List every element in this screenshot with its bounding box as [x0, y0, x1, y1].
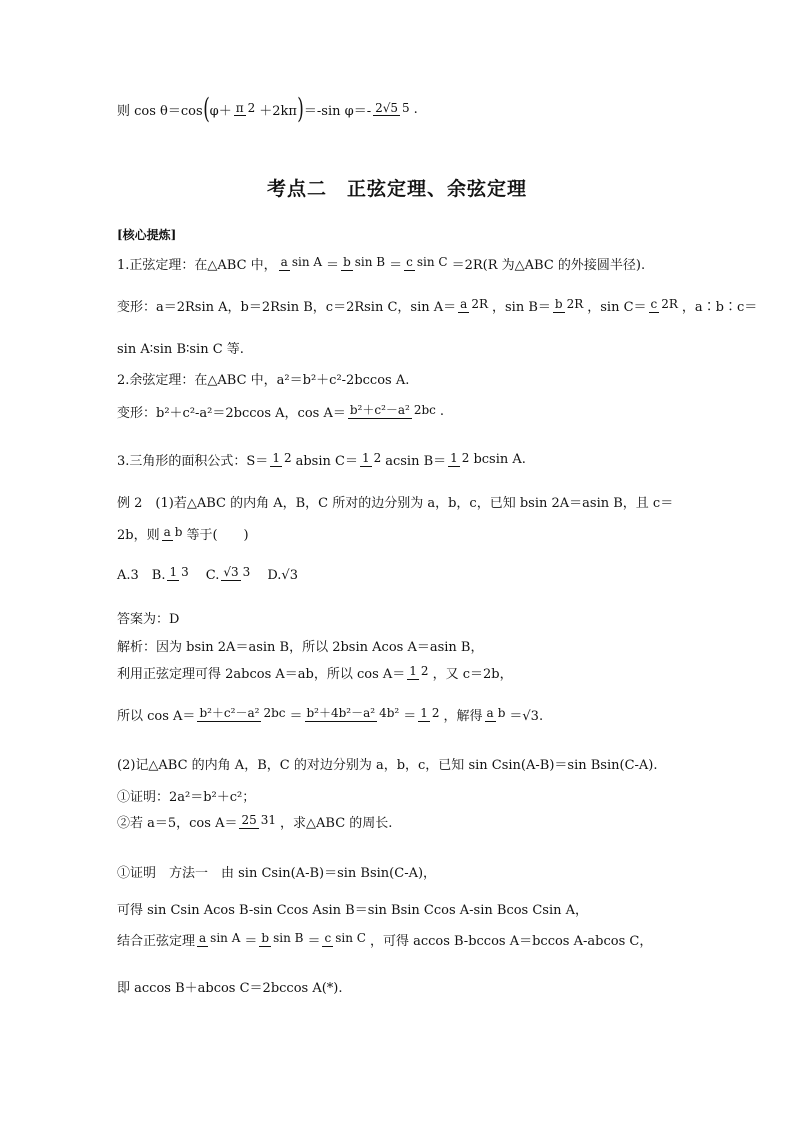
intro-formula-line: 则 cos θ＝cos ( φ＋ π 2 ＋2kπ ) ＝-sin φ＝- 2√5 5 .: [117, 92, 418, 125]
fraction: 1 2: [409, 664, 429, 679]
fraction: π 2: [235, 100, 256, 115]
core-heading-text: [核心提炼]: [117, 228, 177, 242]
fraction: 1 2: [450, 451, 470, 466]
fraction: b²＋4b²－a² 4b²: [306, 706, 400, 721]
text: 则 cos θ＝cos: [117, 103, 203, 119]
example2-line1: 例 2 (1)若△ABC 的内角 A，B，C 所对的边分别为 a，b，c，已知 bsin 2A＝asin B，且 c＝: [117, 496, 674, 511]
proof-line1: ①证明 方法一 由 sin Csin(A-B)＝sin Bsin(C-A)，: [117, 866, 437, 881]
part2-line: (2)记△ABC 的内角 A，B，C 的对边分别为 a，b，c，已知 sin Csin(A-B)＝sin Bsin(C-A).: [117, 758, 658, 773]
text: ＝-sin φ＝-: [303, 103, 372, 119]
fraction: a 2R: [460, 297, 488, 312]
fraction: a sin A: [280, 255, 323, 270]
fraction: √3 3: [223, 565, 251, 580]
fraction: a b: [486, 706, 506, 721]
options-line: A.3 B. 1 3 C. √3 3 D.√3: [117, 565, 298, 583]
text: .: [413, 101, 418, 117]
area-formula-line: 3.三角形的面积公式：S＝ 1 2 absin C＝ 1 2 acsin B＝ 1 2 bcsin A.: [117, 451, 526, 469]
fraction: b²＋c²－a² 2bc: [349, 403, 436, 418]
fraction: a sin A: [199, 931, 241, 946]
proof-line4: 即 accos B＋abcos C＝2bccos A(*).: [117, 981, 343, 996]
variant1-cont: sin A∶sin B∶sin C 等.: [117, 342, 244, 357]
core-heading: [117, 226, 734, 243]
fraction: 1 2: [420, 706, 440, 721]
fraction: c 2R: [650, 297, 678, 312]
prove1-line: ①证明：2a²＝b²＋c²；: [117, 790, 256, 805]
fraction: c sin C: [324, 931, 366, 946]
variant2-line: 变形：b²＋c²-a²＝2bccos A，cos A＝ b²＋c²－a² 2bc .: [117, 403, 445, 421]
cos-law-line: 2.余弦定理：在△ABC 中，a²＝b²＋c²-2bccos A.: [117, 373, 410, 388]
text: φ＋: [209, 103, 232, 119]
fraction: b 2R: [554, 297, 584, 312]
fraction: 1 2: [361, 451, 382, 466]
analysis-line3: 所以 cos A＝ b²＋c²－a² 2bc ＝ b²＋4b²－a² 4b² ＝ 1 2 ，解得 a b ＝√3.: [117, 706, 544, 724]
prove2-line: ②若 a＝5，cos A＝ 25 31 ，求△ABC 的周长.: [117, 813, 393, 831]
fraction: 1 2: [272, 451, 292, 466]
sine-law-line: 1.正弦定理：在△ABC 中， a sin A ＝ b sin B ＝ c sin C ＝2R(R 为△ABC 的外接圆半径).: [117, 255, 646, 273]
answer-line: 答案为：D: [117, 612, 180, 627]
fraction: b sin B: [261, 931, 304, 946]
variant1-line: 变形：a＝2Rsin A，b＝2Rsin B，c＝2Rsin C，sin A＝ a 2R ，sin B＝ b 2R ，sin C＝ c 2R ，a∶b∶c＝: [117, 297, 758, 315]
analysis-line1: 解析：因为 bsin 2A＝asin B，所以 2bsin Acos A＝asin B，: [117, 640, 484, 655]
proof-line3: 结合正弦定理 a sin A ＝ b sin B ＝ c sin C ，可得 accos B-bccos A＝bccos A-abcos C，: [117, 931, 653, 949]
example2-line2: 2b，则 a b 等于( ): [117, 525, 249, 543]
fraction: 2√5 5: [375, 100, 410, 115]
fraction: 25 31: [241, 813, 277, 828]
fraction: a b: [163, 525, 183, 540]
fraction: 1 3: [169, 565, 189, 580]
fraction: b sin B: [343, 255, 386, 270]
analysis-line2: 利用正弦定理可得 2abcos A＝ab，所以 cos A＝ 1 2 ，又 c＝2b，: [117, 664, 513, 682]
fraction: b²＋c²－a² 2bc: [199, 706, 286, 721]
fraction: c sin C: [406, 255, 448, 270]
section-title: 考点二 正弦定理、余弦定理: [266, 178, 527, 200]
proof-line2: 可得 sin Csin Acos B-sin Ccos Asin B＝sin Bsin Ccos A-sin Bcos Csin A，: [117, 903, 589, 918]
text: ＋2kπ: [259, 103, 297, 119]
